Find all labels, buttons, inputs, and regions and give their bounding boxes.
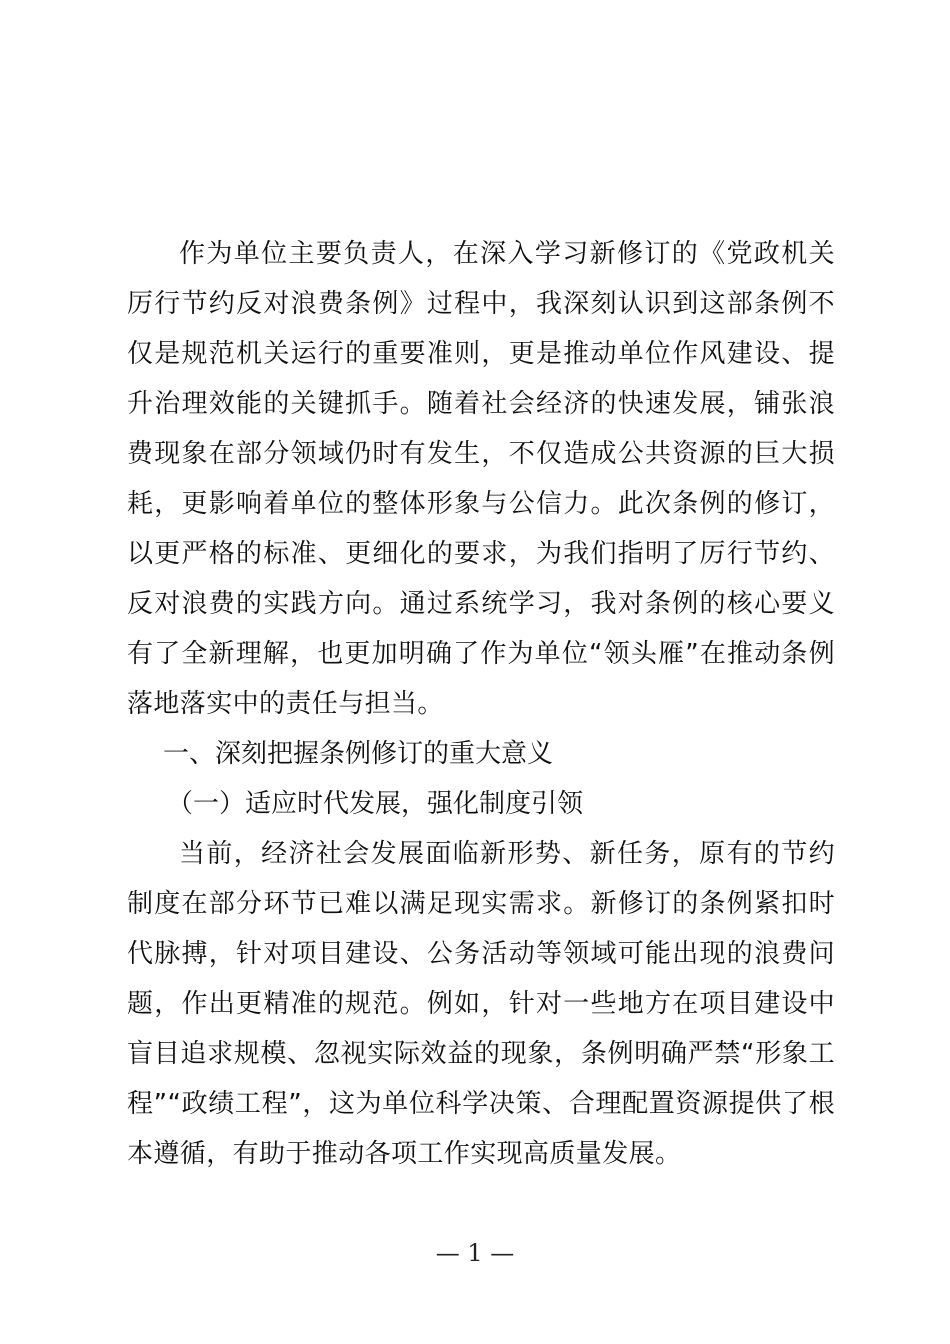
body-paragraph: 当前，经济社会发展面临新形势、新任务，原有的节约制度在部分环节已难以满足现实需求。新修订的条例紧扣时代脉搏，针对项目建设、公务活动等领域可能出现的浪费问题，作出更精准的规范。例如，针对一些地方在项目建设中盲目追求规模、忽视实际效益的现象，条例明确严禁“形象工程”“政绩工程”，这为单位科学决策、合理配置资源提供了根本遵循，有助于推动各项工作实现高质量发展。 bbox=[127, 839, 835, 1169]
subsection-heading: （一）适应时代发展，强化制度引领 bbox=[167, 789, 584, 819]
page-number: — 1 — bbox=[435, 1239, 515, 1267]
intro-paragraph: 作为单位主要负责人，在深入学习新修订的《党政机关厉行节约反对浪费条例》过程中，我深刻认识到这部条例不仅是规范机关运行的重要准则，更是推动单位作风建设、提升治理效能的关键抓手。随着社会经济的快速发展，铺张浪费现象在部分领域仍时有发生，不仅造成公共资源的巨大损耗，更影响着单位的整体形象与公信力。此次条例的修订，以更严格的标准、更细化的要求，为我们指明了厉行节约、反对浪费的实践方向。通过系统学习，我对条例的核心要义有了全新理解，也更加明确了作为单位“领头雁”在推动条例落地落实中的责任与担当。 bbox=[127, 239, 835, 719]
section-heading: 一、深刻把握条例修订的重大意义 bbox=[163, 739, 554, 769]
document-body bbox=[127, 229, 835, 1179]
